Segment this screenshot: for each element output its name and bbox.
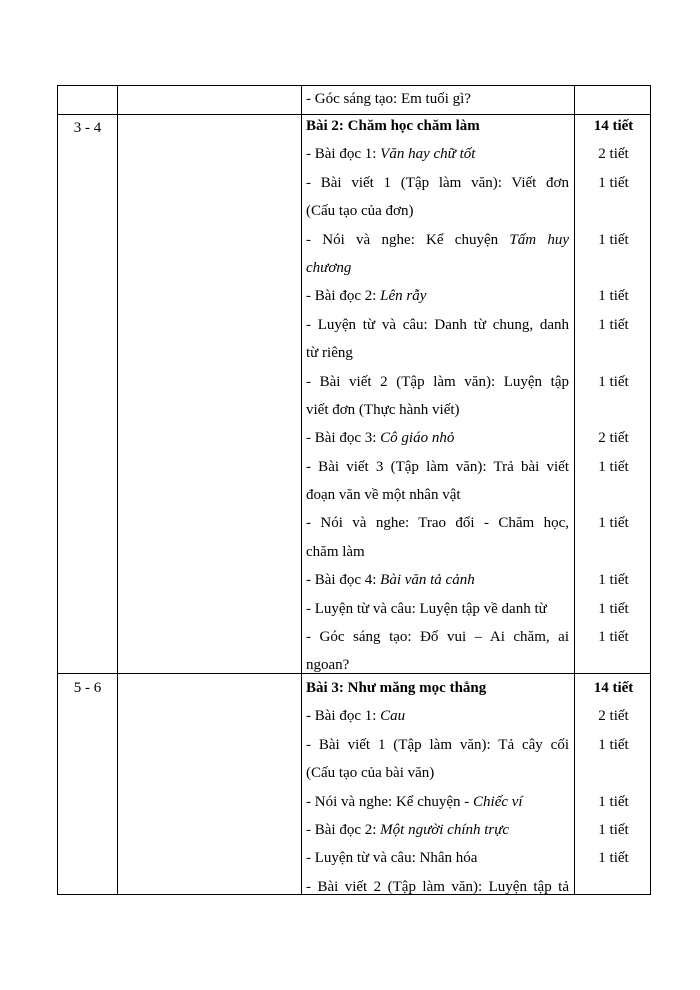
period-value: 1 tiết — [598, 736, 629, 753]
period-total: 14 tiết — [593, 118, 634, 134]
column-divider-1 — [117, 85, 118, 895]
lesson-line: (Cấu tạo của đơn) — [306, 203, 414, 220]
lesson-line: - Nói và nghe: Trao đổi - Chăm học, — [306, 515, 569, 532]
lesson-line: - Nói và nghe: Kể chuyện Tấm huy — [306, 231, 569, 248]
period-total: 14 tiết — [593, 680, 634, 696]
period-value: 1 tiết — [598, 515, 629, 532]
lesson-line: - Luyện từ và câu: Nhân hóa — [306, 850, 478, 867]
period-value: 1 tiết — [598, 821, 629, 838]
lesson-line: - Bài viết 2 (Tập làm văn): Luyện tập tả — [306, 878, 569, 895]
lesson-line: - Góc sáng tạo: Đố vui – Ai chăm, ai — [306, 629, 569, 646]
period-value: 1 tiết — [598, 572, 629, 589]
periods-column — [577, 112, 650, 651]
lesson-line: viết đơn (Thực hành viết) — [306, 401, 460, 418]
period-value: 1 tiết — [598, 174, 629, 191]
lesson-line: - Luyện từ và câu: Danh từ chung, danh — [306, 316, 569, 333]
plan-table — [57, 85, 651, 895]
lesson-line: - Bài đọc 4: Bài văn tả cảnh — [306, 572, 475, 589]
lesson-line: chương — [306, 259, 352, 276]
period-value: 1 tiết — [598, 600, 629, 617]
lesson-line: - Bài viết 3 (Tập làm văn): Trả bài viết — [306, 458, 569, 475]
lesson-line: - Bài viết 1 (Tập làm văn): Tả cây cối — [306, 736, 569, 753]
period-value: 1 tiết — [598, 231, 629, 248]
lesson-line: - Bài đọc 2: Lên rẫy — [306, 288, 427, 305]
week-label: 5 - 6 — [73, 680, 102, 696]
column-divider-3 — [574, 85, 575, 895]
table-border-right — [650, 85, 651, 895]
lesson-line: từ riêng — [306, 345, 353, 362]
column-divider-2 — [301, 85, 302, 895]
period-value: 1 tiết — [598, 850, 629, 867]
period-value: 1 tiết — [598, 458, 629, 475]
lesson-line: - Bài đọc 3: Cô giáo nhỏ — [306, 430, 455, 447]
lesson-heading: Bài 2: Chăm học chăm làm — [306, 118, 480, 134]
period-value: 1 tiết — [598, 629, 629, 646]
week-label: 3 - 4 — [73, 120, 102, 136]
period-value: 2 tiết — [598, 708, 629, 725]
period-value: 1 tiết — [598, 316, 629, 333]
periods-column — [577, 674, 650, 873]
table-border-left — [57, 85, 58, 895]
lesson-line: chăm làm — [306, 543, 365, 560]
lesson-line: - Luyện từ và câu: Luyện tập về danh từ — [306, 600, 547, 617]
period-value: 1 tiết — [598, 793, 629, 810]
lesson-line: - Bài viết 1 (Tập làm văn): Viết đơn — [306, 174, 569, 191]
lesson-line: (Cấu tạo của bài văn) — [306, 765, 435, 782]
lesson-line: - Bài đọc 1: Văn hay chữ tốt — [306, 146, 476, 163]
table-row — [306, 85, 569, 113]
table-row — [306, 674, 569, 901]
lesson-line: - Bài viết 2 (Tập làm văn): Luyện tập — [306, 373, 569, 390]
period-value: 1 tiết — [598, 373, 629, 390]
period-value: 2 tiết — [598, 430, 629, 447]
lesson-line: - Bài đọc 1: Cau — [306, 708, 406, 725]
lesson-line: - Nói và nghe: Kể chuyện - Chiếc ví — [306, 793, 523, 810]
lesson-line: - Góc sáng tạo: Em tuổi gì? — [306, 91, 471, 107]
period-value: 1 tiết — [598, 288, 629, 305]
lesson-line: - Bài đọc 2: Một người chính trực — [306, 821, 510, 838]
period-value: 2 tiết — [598, 146, 629, 163]
lesson-line: ngoan? — [306, 657, 350, 674]
lesson-heading: Bài 3: Như măng mọc thẳng — [306, 680, 487, 696]
lesson-line: đoạn văn về một nhân vật — [306, 487, 461, 504]
table-row — [306, 112, 569, 680]
